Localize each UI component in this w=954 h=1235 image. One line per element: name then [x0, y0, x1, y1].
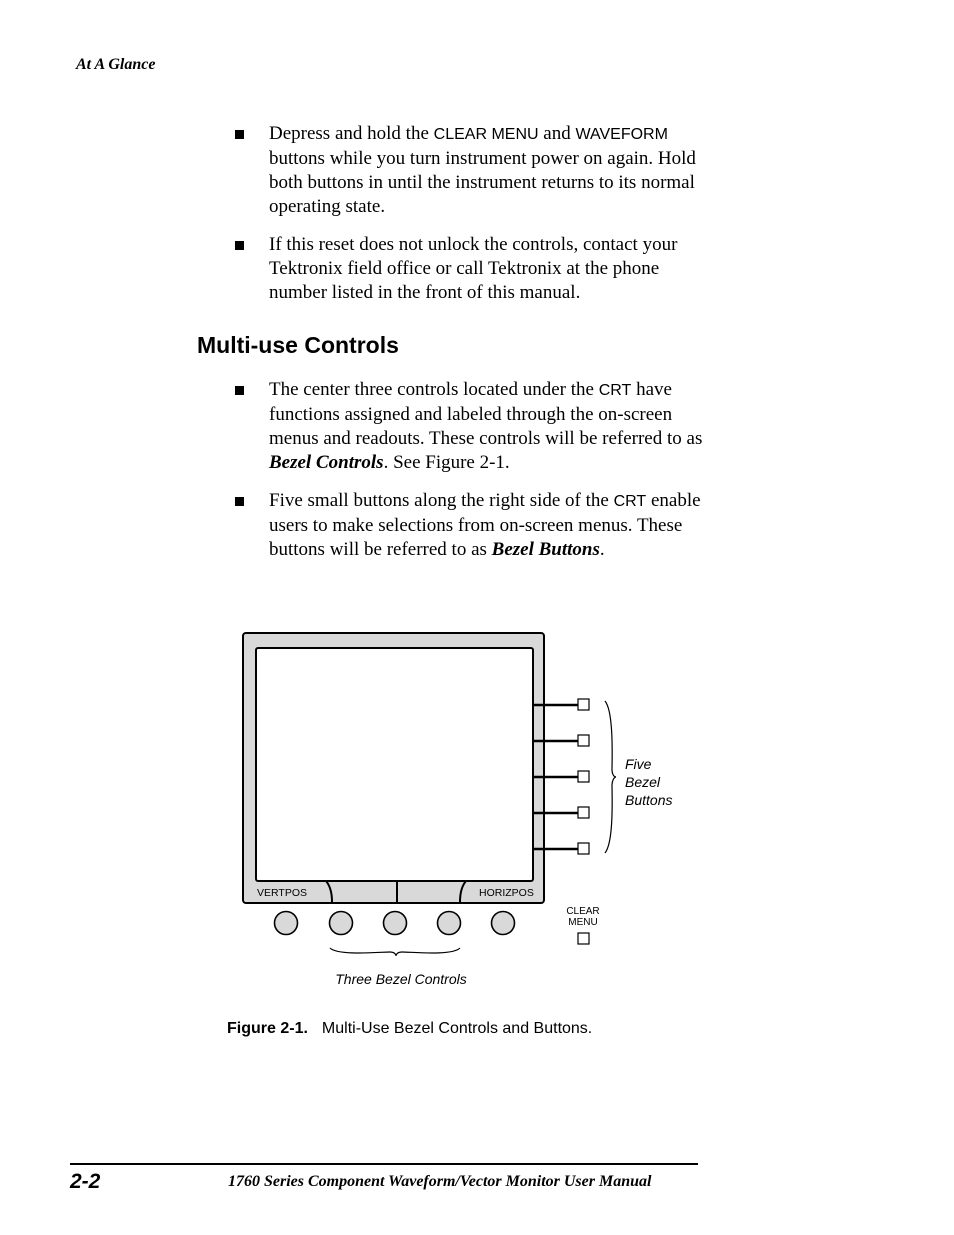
item-text: .	[599, 539, 605, 560]
bezel-button-2[interactable]	[578, 735, 589, 746]
caption-text: Multi-Use Bezel Controls and Buttons.	[321, 1020, 593, 1037]
horizpos-label: HORIZPOS	[479, 887, 534, 899]
horizpos-knob[interactable]	[492, 912, 515, 935]
figure-caption	[227, 1020, 592, 1038]
vertpos-knob[interactable]	[275, 912, 298, 935]
five-bezel-label-3: Buttons	[625, 792, 673, 808]
bezel-control-3[interactable]	[438, 912, 461, 935]
item-smallcaps: CRT	[613, 493, 647, 510]
bezel-button-5[interactable]	[578, 843, 589, 854]
item-smallcaps: CRT	[598, 382, 632, 399]
item-text: have functions assigned and labeled through the on-screen menus and readouts. These controls will be referred to as	[269, 379, 703, 449]
item-text: buttons while you turn instrument power on again. Hold both buttons in until the instrument returns to its normal operating state.	[269, 148, 696, 217]
crt-screen	[256, 648, 533, 881]
bottom-brace	[330, 948, 460, 956]
item-emphasis: Bezel Controls	[269, 452, 384, 473]
caption-label: Figure 2-1.	[227, 1020, 308, 1037]
five-bezel-label-2: Bezel	[625, 774, 661, 790]
item-text: enable users to make selections from on-screen menus. These buttons will be referred to as	[269, 490, 701, 560]
item-text: and	[538, 123, 576, 144]
bezel-button-4[interactable]	[578, 807, 589, 818]
footer-rule	[70, 1163, 698, 1165]
section-heading: Multi-use Controls	[197, 332, 399, 358]
item-text: The center three controls located under the	[269, 379, 599, 400]
running-head: At A Glance	[76, 56, 156, 73]
right-brace	[605, 701, 616, 853]
item-text: Depress and hold the	[269, 123, 434, 144]
item-text: Five small buttons along the right side of the	[269, 490, 614, 511]
bezel-button-3[interactable]	[578, 771, 589, 782]
page-number: 2-2	[70, 1170, 101, 1193]
bezel-control-2[interactable]	[384, 912, 407, 935]
item-emphasis: Bezel Buttons	[491, 539, 600, 560]
footer-title: 1760 Series Component Waveform/Vector Monitor User Manual	[228, 1173, 652, 1190]
three-bezel-label: Three Bezel Controls	[335, 971, 467, 987]
item-smallcaps: CLEAR MENU	[433, 126, 539, 143]
bezel-button-1[interactable]	[578, 699, 589, 710]
clear-menu-label-1: CLEAR	[566, 906, 600, 917]
knobs-group	[275, 912, 515, 935]
five-bezel-label-1: Five	[625, 756, 652, 772]
item-smallcaps: WAVEFORM	[575, 126, 668, 143]
item-text: . See Figure 2-1.	[383, 452, 510, 473]
clear-menu-button[interactable]	[578, 933, 589, 944]
vertpos-label: VERTPOS	[257, 887, 307, 899]
item-text: If this reset does not unlock the controls, contact your Tektronix field office or call Tektronix at the phone number listed in the front of this manual.	[269, 234, 678, 303]
clear-menu-label-2: MENU	[568, 917, 598, 928]
bezel-control-1[interactable]	[330, 912, 353, 935]
